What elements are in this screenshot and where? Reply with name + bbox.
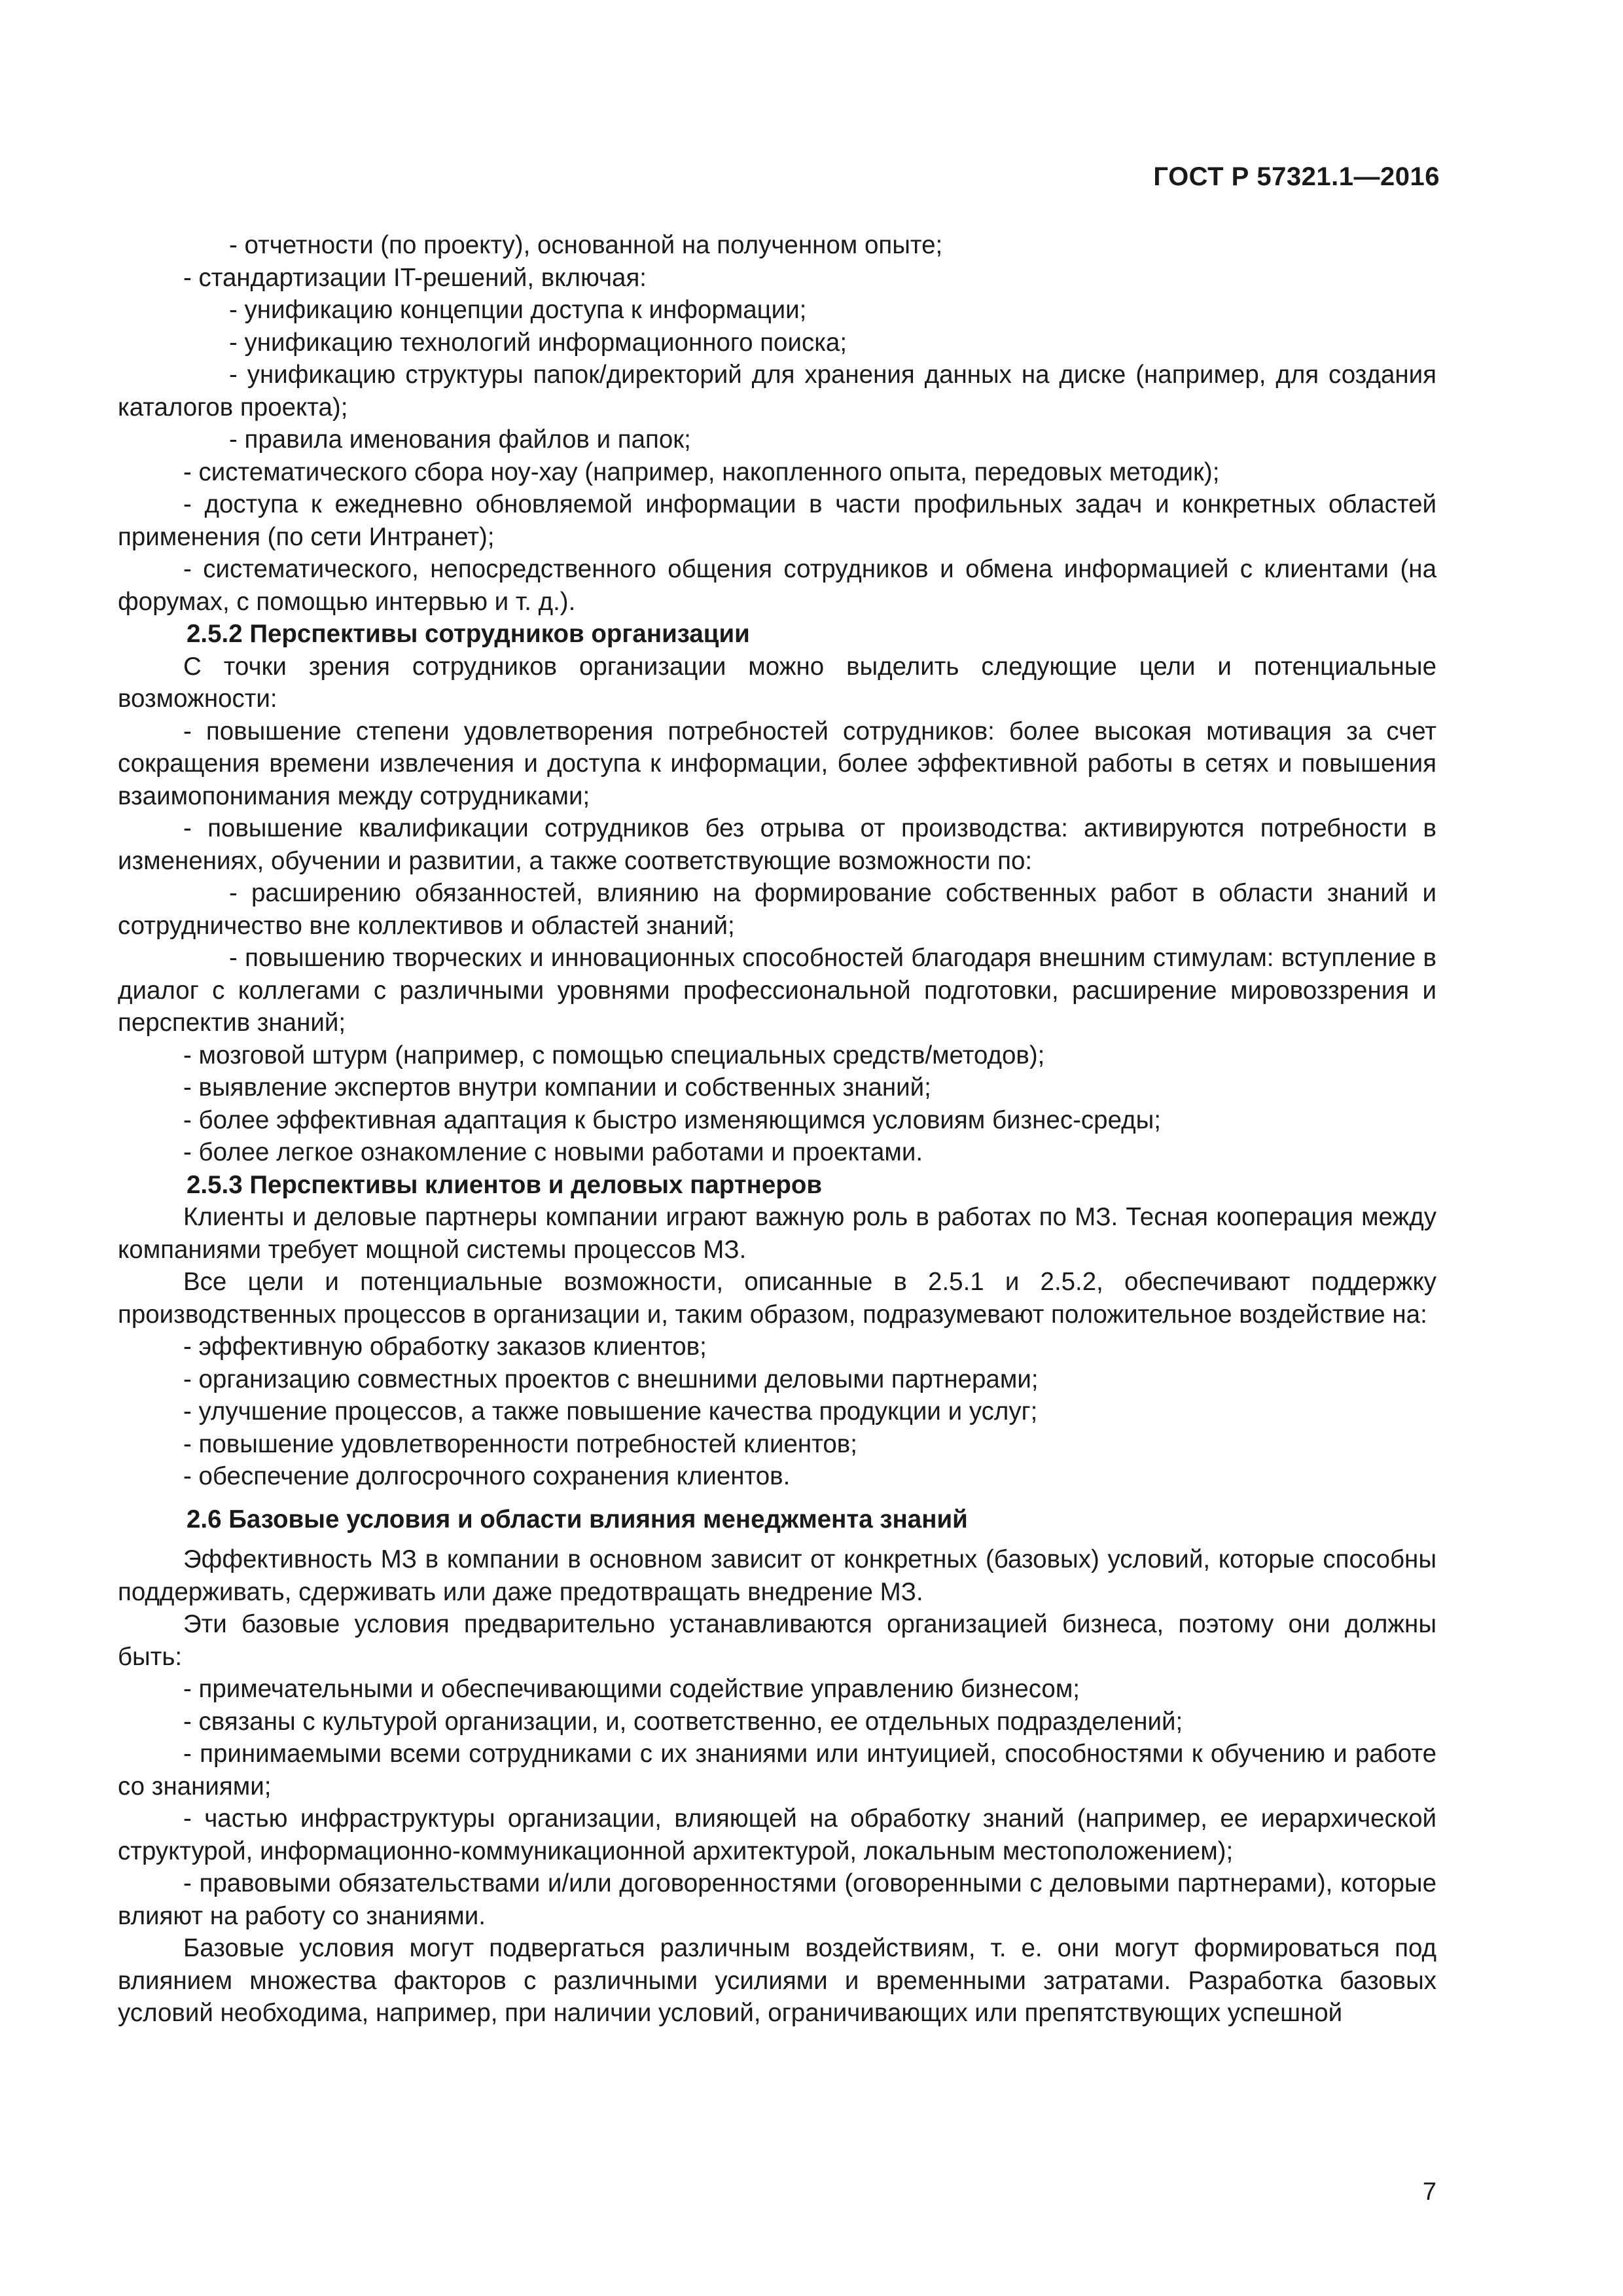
list-item: - правовыми обязательствами и/или договоренностями (оговоренными с деловыми партнерами), которые влияют на работу со знаниями. <box>118 1869 1436 1930</box>
section-heading-2-5-2: 2.5.2 Перспективы сотрудников организации <box>187 620 750 648</box>
list-item: - унификацию структуры папок/директорий для хранения данных на диске (например, для создания каталогов проекта); <box>118 361 1436 422</box>
list-item: - повышение квалификации сотрудников без отрыва от производства: активируются потребности в изменениях, обучении и развитии, а также соответствующие возможности по: <box>118 814 1436 875</box>
list-item: - систематического, непосредственного общения сотрудников и обмена информацией с клиентами (на форумах, с помощью интервью и т. д.). <box>118 555 1436 616</box>
paragraph: Базовые условия могут подвергаться различным воздействиям, т. е. они могут формироваться под влиянием множества факторов с различными усилиями и временными затратами. Разработка базовых условий необходима, например, при наличии условий, ограничивающих или препятствующих успешной <box>118 1934 1436 2027</box>
list-item: - доступа к ежедневно обновляемой информации в части профильных задач и конкретных областей применения (по сети Интранет); <box>118 490 1436 551</box>
list-item: - отчетности (по проекту), основанной на полученном опыте; <box>229 231 943 259</box>
list-item: - унификацию концепции доступа к информации; <box>229 296 807 324</box>
list-item: - частью инфраструктуры организации, влияющей на обработку знаний (например, ее иерархической структурой, информационно-коммуникационной архитектурой, локальным местоположением); <box>118 1804 1436 1865</box>
list-item: - примечательными и обеспечивающими содействие управлению бизнесом; <box>183 1675 1080 1703</box>
list-item: - обеспечение долгосрочного сохранения клиентов. <box>183 1462 791 1490</box>
list-item: - связаны с культурой организации, и, соответственно, ее отдельных подразделений; <box>183 1707 1183 1736</box>
list-item: - повышение удовлетворенности потребностей клиентов; <box>183 1429 857 1458</box>
page-number: 7 <box>1422 2178 1436 2206</box>
list-item: - расширению обязанностей, влиянию на формирование собственных работ в области знаний и сотрудничество вне коллективов и областей знаний; <box>118 879 1436 940</box>
paragraph: Клиенты и деловые партнеры компании играют важную роль в работах по МЗ. Тесная кооперация между компаниями требует мощной системы процессов МЗ. <box>118 1203 1436 1264</box>
document-id-header: ГОСТ Р 57321.1—2016 <box>1153 162 1440 191</box>
paragraph: Эти базовые условия предварительно устанавливаются организацией бизнеса, поэтому они должны быть: <box>118 1610 1436 1671</box>
list-item: - систематического сбора ноу-хау (например, накопленного опыта, передовых методик); <box>183 457 1220 486</box>
page-body <box>118 229 1436 2030</box>
paragraph: Эффективность МЗ в компании в основном зависит от конкретных (базовых) условий, которые способны поддерживать, сдерживать или даже предотвращать внедрение МЗ. <box>118 1545 1436 1606</box>
paragraph: Все цели и потенциальные возможности, описанные в 2.5.1 и 2.5.2, обеспечивают поддержку производственных процессов в организации и, таким образом, подразумевают положительное воздействие на: <box>118 1268 1436 1329</box>
list-item: - повышению творческих и инновационных способностей благодаря внешним стимулам: вступление в диалог с коллегами с различными уровнями профессиональной подготовки, расширение мировоззрения и перспектив знаний; <box>118 944 1436 1037</box>
list-item: - более эффективная адаптация к быстро изменяющимся условиям бизнес-среды; <box>183 1105 1161 1134</box>
list-item: - правила именования файлов и папок; <box>229 425 691 454</box>
list-item: - улучшение процессов, а также повышение качества продукции и услуг; <box>183 1397 1038 1426</box>
list-item: - унификацию технологий информационного поиска; <box>229 328 847 357</box>
section-heading-2-5-3: 2.5.3 Перспективы клиентов и деловых партнеров <box>187 1170 823 1199</box>
list-item: - более легкое ознакомление с новыми работами и проектами. <box>183 1138 923 1166</box>
list-item: - стандартизации IT-решений, включая: <box>183 263 647 292</box>
list-item: - эффективную обработку заказов клиентов; <box>183 1333 707 1361</box>
list-item: - повышение степени удовлетворения потребностей сотрудников: более высокая мотивация за счет сокращения времени извлечения и доступа к информации, более эффективной работы в сетях и повышения взаимопонимания между сотрудниками; <box>118 717 1436 810</box>
list-item: - организацию совместных проектов с внешними деловыми партнерами; <box>183 1365 1039 1393</box>
list-item: - выявление экспертов внутри компании и собственных знаний; <box>183 1073 931 1102</box>
list-item: - мозговой штурм (например, с помощью специальных средств/методов); <box>183 1041 1045 1069</box>
paragraph: С точки зрения сотрудников организации можно выделить следующие цели и потенциальные возможности: <box>118 652 1436 713</box>
section-heading-2-6: 2.6 Базовые условия и области влияния менеджмента знаний <box>187 1505 968 1534</box>
list-item: - принимаемыми всеми сотрудниками с их знаниями или интуицией, способностями к обучению и работе со знаниями; <box>118 1740 1436 1801</box>
